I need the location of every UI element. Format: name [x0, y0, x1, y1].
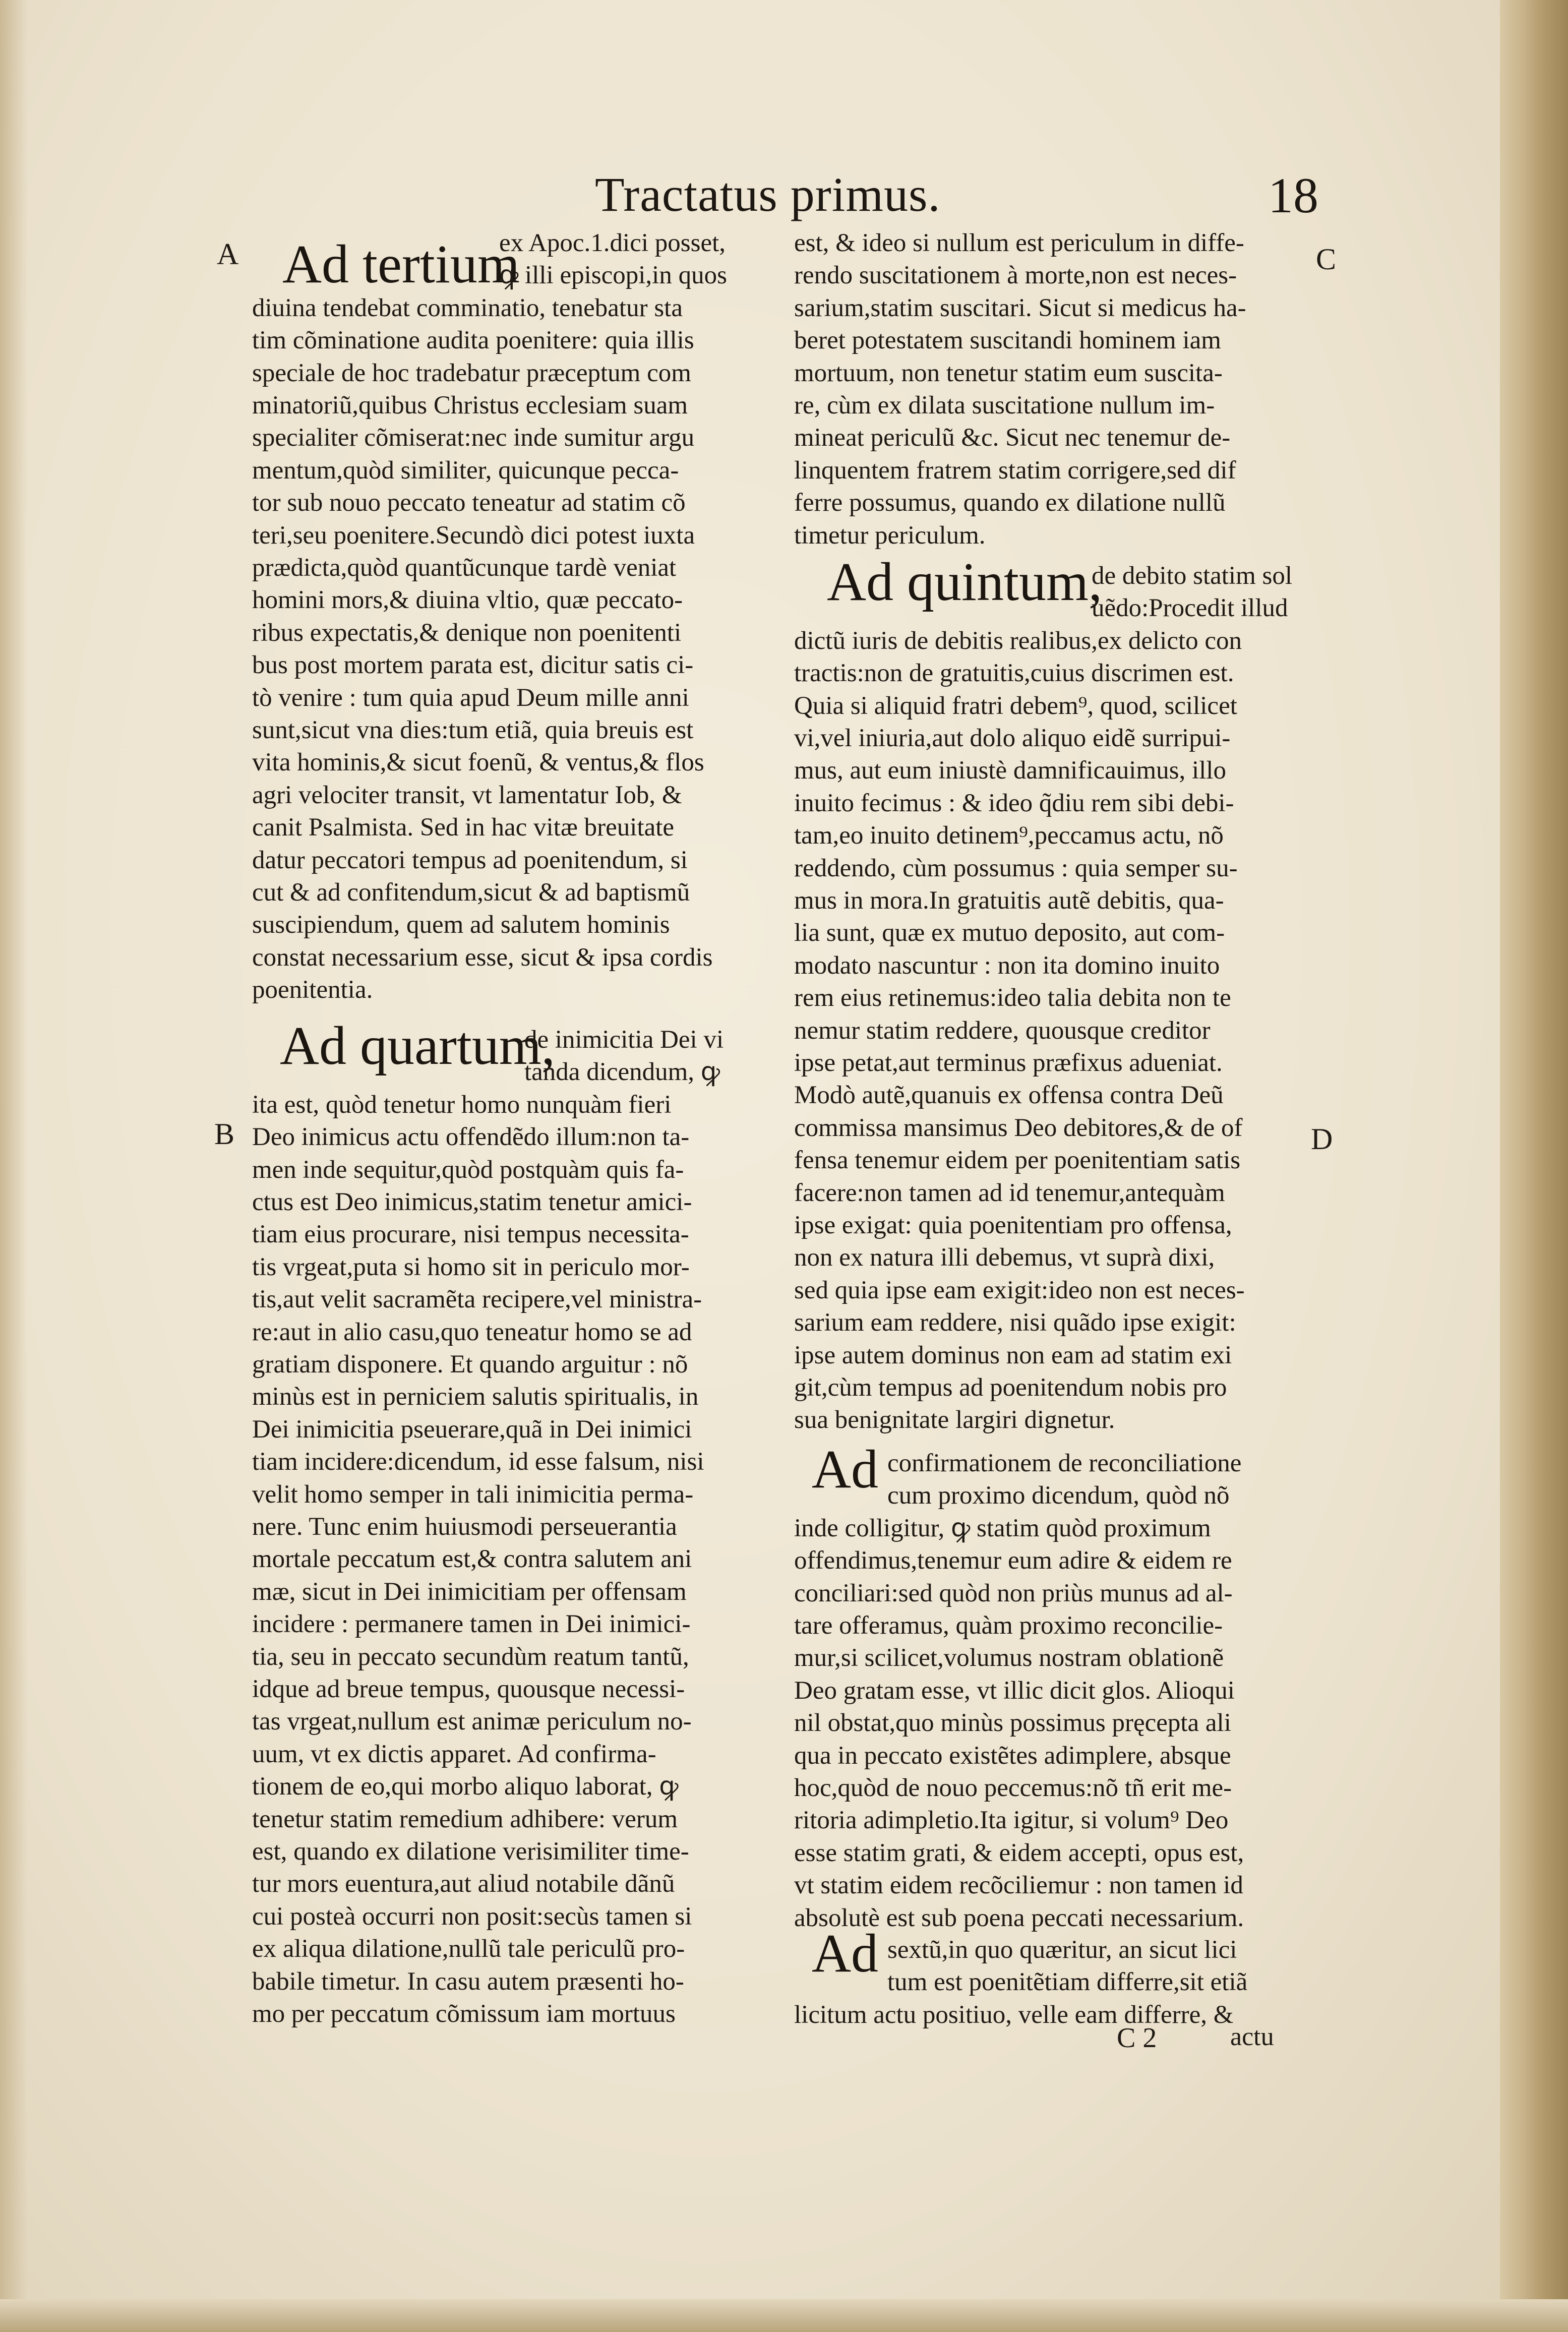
marginal-letter-a: A [217, 237, 239, 271]
page-edge-bottom [0, 2299, 1568, 2332]
text-line: vt statim eidem recõciliemur : non tamen id [794, 1871, 1243, 1900]
text-line: Modò autẽ,quanuis ex offensa contra Deũ [794, 1081, 1224, 1110]
text-line: rem eius retinemus:ideo talia debita non te [794, 984, 1231, 1012]
text-line: bus post mortem parata est, dicitur satis ci- [252, 651, 694, 680]
text-line: teri,seu poenitere.Secundò dici potest iuxta [252, 521, 695, 550]
text-line: sunt,sicut vna dies:tum etiã, quia breuis est [252, 716, 694, 744]
running-title: Tractatus primus. [595, 167, 941, 221]
text-line: sarium,statim suscitari. Sicut si medicus ha- [794, 293, 1246, 322]
text-line: ex Apoc.1.dici posset, [499, 229, 726, 257]
text-line: licitum actu positiuo, velle eam differre, & [794, 2000, 1234, 2029]
text-line: mineat periculũ &c. Sicut nec tenemur de- [794, 424, 1231, 452]
text-line: qua in peccato existẽtes adimplere, absque [794, 1741, 1231, 1770]
text-line: men inde sequitur,quòd postquàm quis fa- [252, 1155, 684, 1184]
text-line: mortuum, non tenetur statim eum suscita- [794, 358, 1223, 387]
text-line: git,cùm tempus ad poenitendum nobis pro [794, 1373, 1227, 1402]
page-edge-right [1500, 0, 1568, 2332]
text-line: tanda dicendum, ꝙ [524, 1058, 720, 1087]
text-line: tò venire : tum quia apud Deum mille anni [252, 683, 689, 712]
text-line: sarium eam reddere, nisi quãdo ipse exigit: [794, 1308, 1236, 1337]
text-line: est, quando ex dilatione verisimiliter time- [252, 1837, 689, 1866]
text-line: linquentem fratrem statim corrigere,sed dif [794, 456, 1236, 485]
text-line: ipse petat,aut terminus præfixus adueniat. [794, 1049, 1223, 1077]
text-line: tenetur statim remedium adhibere: verum [252, 1805, 678, 1833]
marginal-letter-b: B [214, 1117, 235, 1151]
marginal-letter-c: C [1316, 243, 1337, 276]
text-line: inuito fecimus : & ideo q̃diu rem sibi debi- [794, 789, 1234, 817]
text-line: sextũ,in quo quæritur, an sicut lici [887, 1936, 1237, 1964]
text-line: tur mors euentura,aut aliud notabile dãnũ [252, 1870, 675, 1898]
text-line: homini mors,& diuina vltio, quæ peccato- [252, 586, 683, 615]
text-line: est, & ideo si nullum est periculum in diffe- [794, 229, 1244, 257]
text-line: sed quia ipse eam exigit:ideo non est neces- [794, 1276, 1245, 1304]
text-line: ferre possumus, quando ex dilatione nullũ [794, 489, 1226, 517]
text-line: mortale peccatum est,& contra salutem ani [252, 1545, 692, 1574]
text-line: conciliari:sed quòd non priùs munus ad al- [794, 1579, 1233, 1607]
text-line: tim cõminatione audita poenitere: quia illis [252, 326, 694, 355]
text-line: vita hominis,& sicut foenũ, & ventus,& flos [252, 748, 704, 777]
text-line: tam,eo inuito detinem⁹,peccamus actu, nõ [794, 821, 1224, 850]
text-line: absolutè est sub poena peccati necessarium. [794, 1903, 1244, 1932]
text-line: ita est, quòd tenetur homo nunquàm fieri [252, 1090, 672, 1119]
text-line: Deo gratam esse, vt illic dicit glos. Alioqui [794, 1676, 1235, 1705]
text-line: confirmationem de reconciliatione [887, 1449, 1242, 1477]
text-line: cut & ad confitendum,sicut & ad baptismũ [252, 878, 690, 907]
text-line: mentum,quòd similiter, quicunque pecca- [252, 456, 679, 485]
text-line: re:aut in alio casu,quo teneatur homo se ad [252, 1318, 692, 1346]
text-line: nil obstat,quo minùs possimus pręcepta ali [794, 1709, 1231, 1738]
text-line: vi,vel iniuria,aut dolo aliquo eidẽ surripui- [794, 724, 1231, 752]
text-line: mæ, sicut in Dei inimicitiam per offensam [252, 1577, 687, 1606]
text-line: tis,aut velit sacramẽta recipere,vel ministra- [252, 1285, 702, 1314]
text-line: fensa tenemur eidem per poenitentiam satis [794, 1146, 1241, 1175]
text-line: speciale de hoc tradebatur præceptum com [252, 358, 691, 387]
signature-mark: C 2 [1117, 2022, 1157, 2054]
text-line: constat necessarium esse, sicut & ipsa cordis [252, 943, 713, 972]
text-line: ipse autem dominus non eam ad statim exi [794, 1341, 1232, 1369]
text-line: suscipiendum, quem ad salutem hominis [252, 911, 670, 939]
text-line: dictũ iuris de debitis realibus,ex delicto con [794, 626, 1242, 655]
text-line: incidere : permanere tamen in Dei inimici- [252, 1610, 691, 1639]
text-line: nere. Tunc enim huiusmodi perseuerantia [252, 1513, 677, 1541]
text-line: Dei inimicitia pseuerare,quã in Dei inimici [252, 1415, 692, 1444]
text-line: sua benignitate largiri dignetur. [794, 1406, 1115, 1434]
text-line: timetur periculum. [794, 521, 986, 550]
text-line: ex aliqua dilatione,nullũ tale periculũ pro- [252, 1935, 685, 1963]
text-line: esse statim grati, & eidem accepti, opus est, [794, 1838, 1244, 1867]
text-line: uẽdo:Procedit illud [1092, 594, 1288, 623]
text-line: ipse exigat: quia poenitentiam pro offensa, [794, 1211, 1232, 1239]
text-line: tiam eius procurare, nisi tempus necessita- [252, 1220, 689, 1249]
text-line: prædicta,quòd quantũcunque tardè veniat [252, 554, 677, 582]
section-heading: Ad [812, 1440, 878, 1500]
text-line: cui posteà occurri non posit:secùs tamen si [252, 1902, 692, 1931]
text-line: commissa mansimus Deo debitores,& de of [794, 1113, 1243, 1142]
section-heading: Ad quartum, [280, 1016, 555, 1076]
text-line: facere:non tamen ad id tenemur,antequàm [794, 1178, 1225, 1207]
text-line: idque ad breue tempus, quousque necessi- [252, 1675, 685, 1703]
text-line: minatoriũ,quibus Christus ecclesiam suam [252, 391, 688, 420]
text-line: reddendo, cùm possumus : quia semper su- [794, 854, 1238, 882]
text-line: diuina tendebat comminatio, tenebatur sta [252, 293, 683, 322]
catchword: actu [1230, 2022, 1274, 2051]
text-line: non ex natura illi debemus, vt suprà dixi, [794, 1243, 1215, 1272]
text-line: datur peccatori tempus ad poenitendum, si [252, 846, 688, 874]
text-line: lia sunt, quæ ex mutuo deposito, aut com- [794, 919, 1225, 947]
text-line: mus in mora.In gratuitis autẽ debitis, qua- [794, 886, 1224, 915]
text-line: babile timetur. In casu autem præsenti ho- [252, 1967, 684, 1996]
text-line: ritoria adimpletio.Ita igitur, si volum⁹ Deo [794, 1806, 1229, 1835]
text-line: tia, seu in peccato secundùm reatum tantũ, [252, 1642, 689, 1671]
page-gutter-shadow [0, 0, 28, 2332]
text-line: poenitentia. [252, 976, 373, 1004]
text-line: tum est poenitẽtiam differre,sit etiã [887, 1968, 1248, 1997]
text-line: ꝙ illi episcopi,in quos [499, 261, 727, 290]
text-line: tas vrgeat,nullum est animæ periculum no- [252, 1707, 692, 1736]
text-line: rendo suscitationem à morte,non est neces- [794, 261, 1237, 290]
text-line: gratiam disponere. Et quando arguitur : nõ [252, 1350, 688, 1379]
text-line: mo per peccatum cõmissum iam mortuus [252, 2000, 676, 2028]
text-line: velit homo semper in tali inimicitia perma- [252, 1480, 694, 1509]
text-line: specialiter cõmiserat:nec inde sumitur argu [252, 424, 695, 452]
text-line: tractis:non de gratuitis,cuius discrimen est. [794, 659, 1234, 688]
text-line: ctus est Deo inimicus,statim tenetur amici- [252, 1188, 692, 1216]
section-heading: Ad tertium [282, 234, 520, 294]
section-heading: Ad quintum, [827, 552, 1103, 612]
marginal-letter-d: D [1311, 1122, 1333, 1156]
text-line: tionem de eo,qui morbo aliquo laborat, ꝙ [252, 1772, 679, 1801]
text-line: mur,si scilicet,volumus nostram oblationẽ [794, 1644, 1224, 1672]
text-line: cum proximo dicendum, quòd nõ [887, 1481, 1230, 1510]
text-line: re, cùm ex dilata suscitatione nullum im- [794, 391, 1215, 420]
text-line: tis vrgeat,puta si homo sit in periculo mor- [252, 1252, 690, 1281]
text-line: Deo inimicus actu offendẽdo illum:non ta- [252, 1123, 690, 1152]
text-line: uum, vt ex dictis apparet. Ad confirma- [252, 1740, 656, 1768]
text-line: canit Psalmista. Sed in hac vitæ breuitate [252, 813, 675, 842]
text-line: tor sub nouo peccato teneatur ad statim cõ [252, 489, 686, 517]
text-line: offendimus,tenemur eum adire & eidem re [794, 1546, 1232, 1575]
text-line: ribus expectatis,& denique non poenitenti [252, 618, 682, 647]
section-heading: Ad [812, 1924, 878, 1984]
text-line: tare offeramus, quàm proximo reconcilie- [794, 1611, 1223, 1640]
text-line: agri velociter transit, vt lamentatur Iob, & [252, 781, 682, 809]
text-line: tiam incidere:dicendum, id esse falsum, nisi [252, 1448, 704, 1476]
text-line: Quia si aliquid fratri debem⁹, quod, scilicet [794, 691, 1237, 720]
text-line: hoc,quòd de nouo peccemus:nõ tñ erit me- [794, 1774, 1232, 1802]
folio-number: 18 [1268, 167, 1318, 223]
text-line: minùs est in perniciem salutis spiritualis, in [252, 1383, 699, 1411]
text-line: inde colligitur, ꝙ statim quòd proximum [794, 1514, 1211, 1542]
text-line: de inimicitia Dei vi [524, 1026, 724, 1054]
text-line: nemur statim reddere, quousque creditor [794, 1016, 1211, 1045]
text-line: modato nascuntur : non ita domino inuito [794, 951, 1220, 980]
text-line: de debito statim sol [1092, 562, 1293, 590]
text-line: beret potestatem suscitandi hominem iam [794, 326, 1221, 355]
text-line: mus, aut eum iniustè damnificauimus, illo [794, 756, 1226, 785]
